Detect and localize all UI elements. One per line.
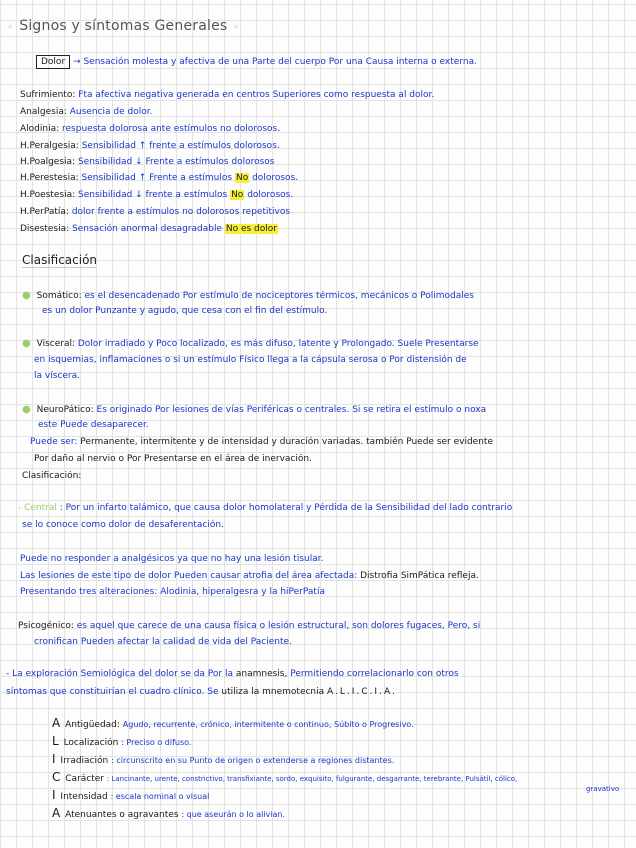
def-term: H.Poestesia: [20,190,76,200]
alicia-item [52,807,285,821]
def-hiperestesia [20,172,298,184]
central-term: - Central [18,503,57,513]
psicogenico-text: es aquel que carece de una causa física o lesión estructural, son dolores fugaces, Pero, si [76,621,481,631]
def-term: Alodinia: [20,124,60,134]
psicogenico-line2: cronifican Pueden afectar la calidad de vida del Paciente. [34,637,292,647]
alicia-item [52,717,414,731]
def-text: Sensibilidad ↑ frente a estímulos dolorosos. [81,141,280,151]
alicia-letter: C [52,770,61,784]
psicogenico-term: Psicogénico: [18,621,74,631]
alicia-def: Agudo, recurrente, crónico, intermitente o continuo, Súbito o Progresivo. [122,720,414,729]
alicia-term: Carácter [65,774,104,784]
mnemotecnia-label: utiliza la mnemotecnia [221,687,325,697]
def-term: H.Peralgesia: [20,141,79,151]
alicia-term: Antigüedad: [65,720,120,730]
def-term: H.Perestesia: [20,173,79,183]
alicia-item [52,735,191,749]
note-analgesicos: Puede no responder a analgésicos ya que no hay una lesión tisular. [20,554,324,564]
alicia-caracter-extra: gravativo [586,785,620,793]
def-text: Sensación anormal desagradable [72,224,222,234]
dolor-definition [36,56,477,68]
def-text: dolorosos. [252,173,299,183]
arrow-right-icon: → [73,57,81,67]
dolor-term: Dolor [36,55,70,69]
note-alteraciones: Presentando tres alteraciones: Alodinia, hiperalgesra y la hiPerPatía [20,587,325,597]
def-text: respuesta dolorosa ante estímulos no dolorosos. [62,124,281,134]
bullet-icon: ● [22,290,31,301]
alicia-def: : Preciso o difuso. [121,738,192,747]
def-term: H.Poalgesia: [20,157,76,167]
bullet-icon: ● [22,338,31,349]
visceral-term: Visceral: [36,339,75,349]
central-text: : Por un infarto talámico, que causa dolor homolateral y Pérdida de la Sensibilidad del lado contrario [59,503,513,513]
neuropatico-term: NeuroPático: [36,405,94,415]
exploracion-line1 [6,668,459,680]
def-text: Fta afectiva negativa generada en centros Superiores como respuesta al dolor. [78,90,435,100]
exploracion-text: síntomas que constituirían el cuadro clínico. Se [6,687,219,697]
def-hiperalgesia [20,140,280,152]
def-hipoalgesia [20,156,275,168]
lesiones-text: Las lesiones de este tipo de dolor Pueden causar atrofia del área afectada: [20,571,358,581]
mnemotecnia-name: A.L.I.C.I.A. [327,687,397,697]
somatico-line1 [22,290,474,302]
highlight: No [231,190,244,200]
dolor-def: Sensación molesta y afectiva de una Parte del cuerpo Por una Causa interna o externa. [83,57,477,67]
def-term: Sufrimiento: [20,90,76,100]
def-hipoestesia [20,189,293,201]
def-analgesia [20,106,152,118]
visceral-line1 [22,338,479,350]
exploracion-line2 [6,686,397,698]
def-alodinia [20,123,280,135]
psicogenico-line1 [18,620,480,632]
page-title [6,20,241,34]
def-text: Ausencia de dolor. [69,107,153,117]
def-text: Sensibilidad ↓ Frente a estímulos dolorosos [77,157,275,167]
neuropatico-line4: Por daño al nervio o Por Presentarse en el área de inervación. [34,454,312,464]
central-line2: se lo conoce como dolor de desaferentación. [22,520,224,530]
visceral-line2: en isquemias, inflamaciones o si un estímulo Físico llega a la cápsula serosa o Por distensión de [34,355,467,365]
ornament-right-icon: ⚬ [232,22,241,33]
page-title-text: Signos y síntomas Generales [19,18,228,34]
def-sufrimiento [20,89,434,101]
alicia-letter: L [52,734,59,748]
def-term: Disestesia: [20,224,70,234]
bullet-icon: ● [22,404,31,415]
neuropatico-line3 [30,436,493,448]
alicia-def: : Lancinante, urente, constrictivo, transfixiante, sordo, exquisito, fulgurante, desgarrante, terebrante, Pulsátil, cólico, [106,775,518,783]
exploracion-text: - La exploración Semiológica del dolor se da Por la [6,669,233,679]
lesiones-distrofia: Distrofia SimPática refleja. [360,571,479,581]
somatico-line2: es un dolor Punzante y agudo, que cesa con el fin del estímulo. [42,306,328,316]
alicia-letter: I [52,788,56,802]
alicia-def: : circunscrito en su Punto de origen o extenderse a regiones distantes. [111,756,395,765]
ornament-left-icon: ⚬ [6,22,15,33]
anamnesis-term: anamnesis, [235,669,288,679]
def-text: Sensibilidad ↓ frente a estímulos [78,190,228,200]
central-line1 [18,502,512,514]
alicia-term: Localización [63,738,119,748]
alicia-term: Irradiación [60,756,109,766]
alicia-item [52,753,394,767]
neuropatico-clasificacion: Clasificación: [22,471,82,481]
def-disestesia [20,223,278,235]
alicia-term: Atenuantes o agravantes [65,810,179,820]
note-lesiones [20,570,479,582]
alicia-def: : escala nominal o visual [110,792,210,801]
clasificacion-heading: Clasificación [22,253,98,267]
neuropatico-line1 [22,404,486,416]
alicia-letter: I [52,752,56,766]
alicia-term: Intensidad [60,792,108,802]
exploracion-text: Permitiendo correlacionarlo con otros [290,669,459,679]
neuropatico-line2: este Puede desaparecer. [38,420,149,430]
def-text: dolorosos. [247,190,294,200]
def-text: Sensibilidad ↑ Frente a estímulos [81,173,233,183]
somatico-term: Somático: [36,291,82,301]
def-text: dolor frente a estímulos no dolorosos repetitivos [71,207,291,217]
alicia-item [52,771,517,785]
alicia-item [52,789,209,803]
visceral-text: Dolor irradiado y Poco localizado, es más difuso, latente y Prolongado. Suele Presentarse [77,339,479,349]
alicia-letter: A [52,806,61,820]
somatico-text: es el desencadenado Por estímulo de nociceptores térmicos, mecánicos o Polimodales [84,291,474,301]
def-hiperpatia [20,206,290,218]
alicia-def: : que aseurán o lo alivian. [181,810,286,819]
def-term: Analgesia: [20,107,67,117]
alicia-letter: A [52,716,61,730]
neuropatico-text: Permanente, intermitente y de intensidad y duración variadas. también Puede ser evidente [80,437,493,447]
highlight: No [235,173,249,183]
def-term: H.PerPatía: [20,207,69,217]
visceral-line3: la víscera. [34,371,80,381]
highlight: No es dolor [225,224,277,234]
puede-ser-term: Puede ser: [30,437,78,447]
neuropatico-text: Es originado Por lesiones de vías Periféricas o centrales. Si se retira el estímulo o noxa [96,405,487,415]
